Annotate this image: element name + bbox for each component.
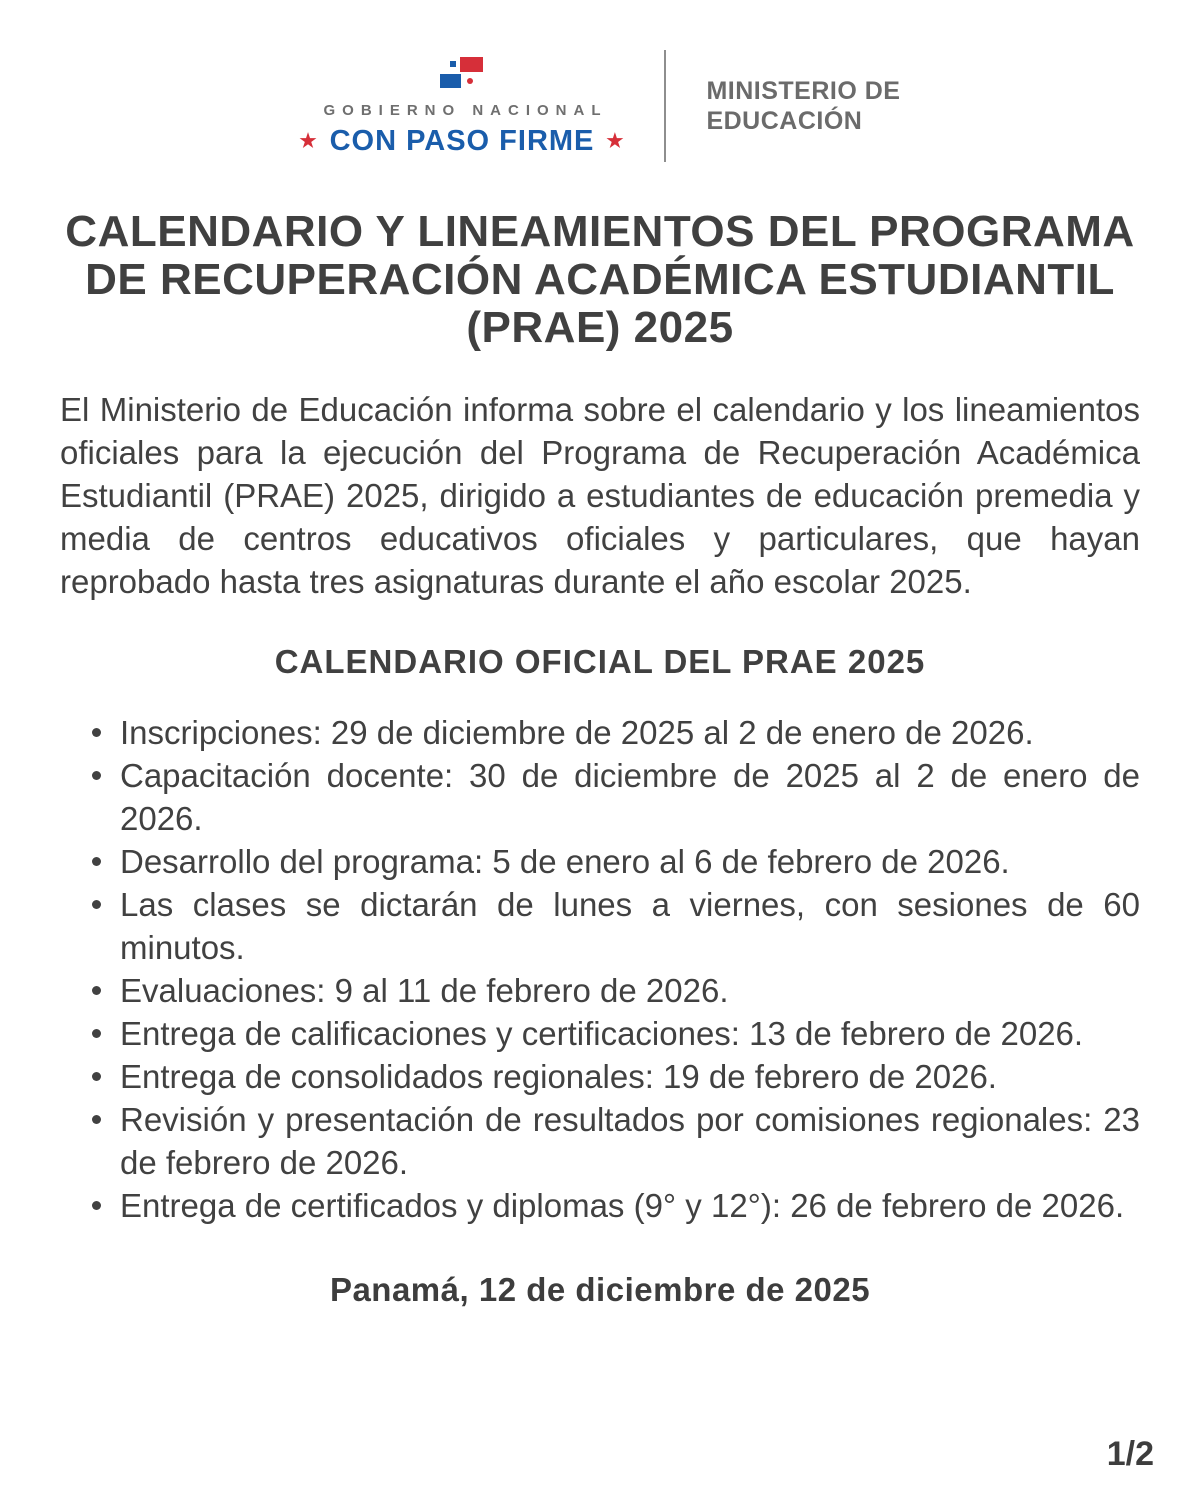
slogan-text: CON PASO FIRME	[329, 124, 595, 157]
title-line-3: (PRAE) 2025	[466, 303, 734, 352]
title-line-2: DE RECUPERACIÓN ACADÉMICA ESTUDIANTIL	[85, 255, 1115, 304]
calendar-item: Capacitación docente: 30 de diciembre de 2025 al 2 de enero de 2026.	[60, 754, 1140, 840]
dateline: Panamá, 12 de diciembre de 2025	[329, 1271, 871, 1308]
flag-blue-square	[440, 74, 461, 88]
calendar-list	[60, 711, 1140, 1227]
ministry-name	[706, 76, 900, 137]
calendar-item: Entrega de consolidados regionales: 19 de febrero de 2026.	[60, 1055, 1140, 1098]
star-icon: ★	[606, 130, 625, 152]
calendar-item: Inscripciones: 29 de diciembre de 2025 al 2 de enero de 2026.	[60, 711, 1140, 754]
flag-red-square	[460, 57, 483, 72]
title-line-1: CALENDARIO Y LINEAMIENTOS DEL PROGRAMA	[65, 207, 1135, 256]
flag-red-dot	[467, 78, 473, 84]
flag-blue-dot	[450, 61, 456, 67]
intro-paragraph: El Ministerio de Educación informa sobre el calendario y los lineamientos oficiales para la ejecución del Programa de Recuperación Académica Estudiantil (PRAE) 2025, dirigido a estudiantes de educación premedia y media de centros educativos oficiales y particulares, que hayan reprobado hasta tres asignaturas durante el año escolar 2025.	[60, 391, 1140, 600]
header	[0, 0, 1200, 162]
government-name: GOBIERNO NACIONAL	[323, 101, 608, 119]
government-slogan	[300, 125, 625, 158]
ministry-line2: EDUCACIÓN	[706, 107, 863, 135]
calendar-item: Evaluaciones: 9 al 11 de febrero de 2026.	[60, 969, 1140, 1012]
government-logo	[300, 55, 625, 158]
page-number: 1/2	[1106, 1435, 1154, 1473]
calendar-item: Entrega de certificados y diplomas (9° y 12°): 26 de febrero de 2026.	[60, 1184, 1140, 1227]
calendar-item: Las clases se dictarán de lunes a viernes, con sesiones de 60 minutos.	[60, 883, 1140, 969]
calendar-item: Revisión y presentación de resultados por comisiones regionales: 23 de febrero de 2026.	[60, 1098, 1140, 1184]
star-icon: ★	[299, 130, 318, 152]
calendar-item: Desarrollo del programa: 5 de enero al 6 de febrero de 2026.	[60, 840, 1140, 883]
panama-flag-icon	[436, 55, 488, 95]
header-divider	[664, 50, 666, 162]
calendar-item: Entrega de calificaciones y certificaciones: 13 de febrero de 2026.	[60, 1012, 1140, 1055]
document-title	[0, 208, 1200, 352]
section-title: CALENDARIO OFICIAL DEL PRAE 2025	[274, 643, 926, 680]
ministry-line1: MINISTERIO DE	[706, 76, 901, 105]
